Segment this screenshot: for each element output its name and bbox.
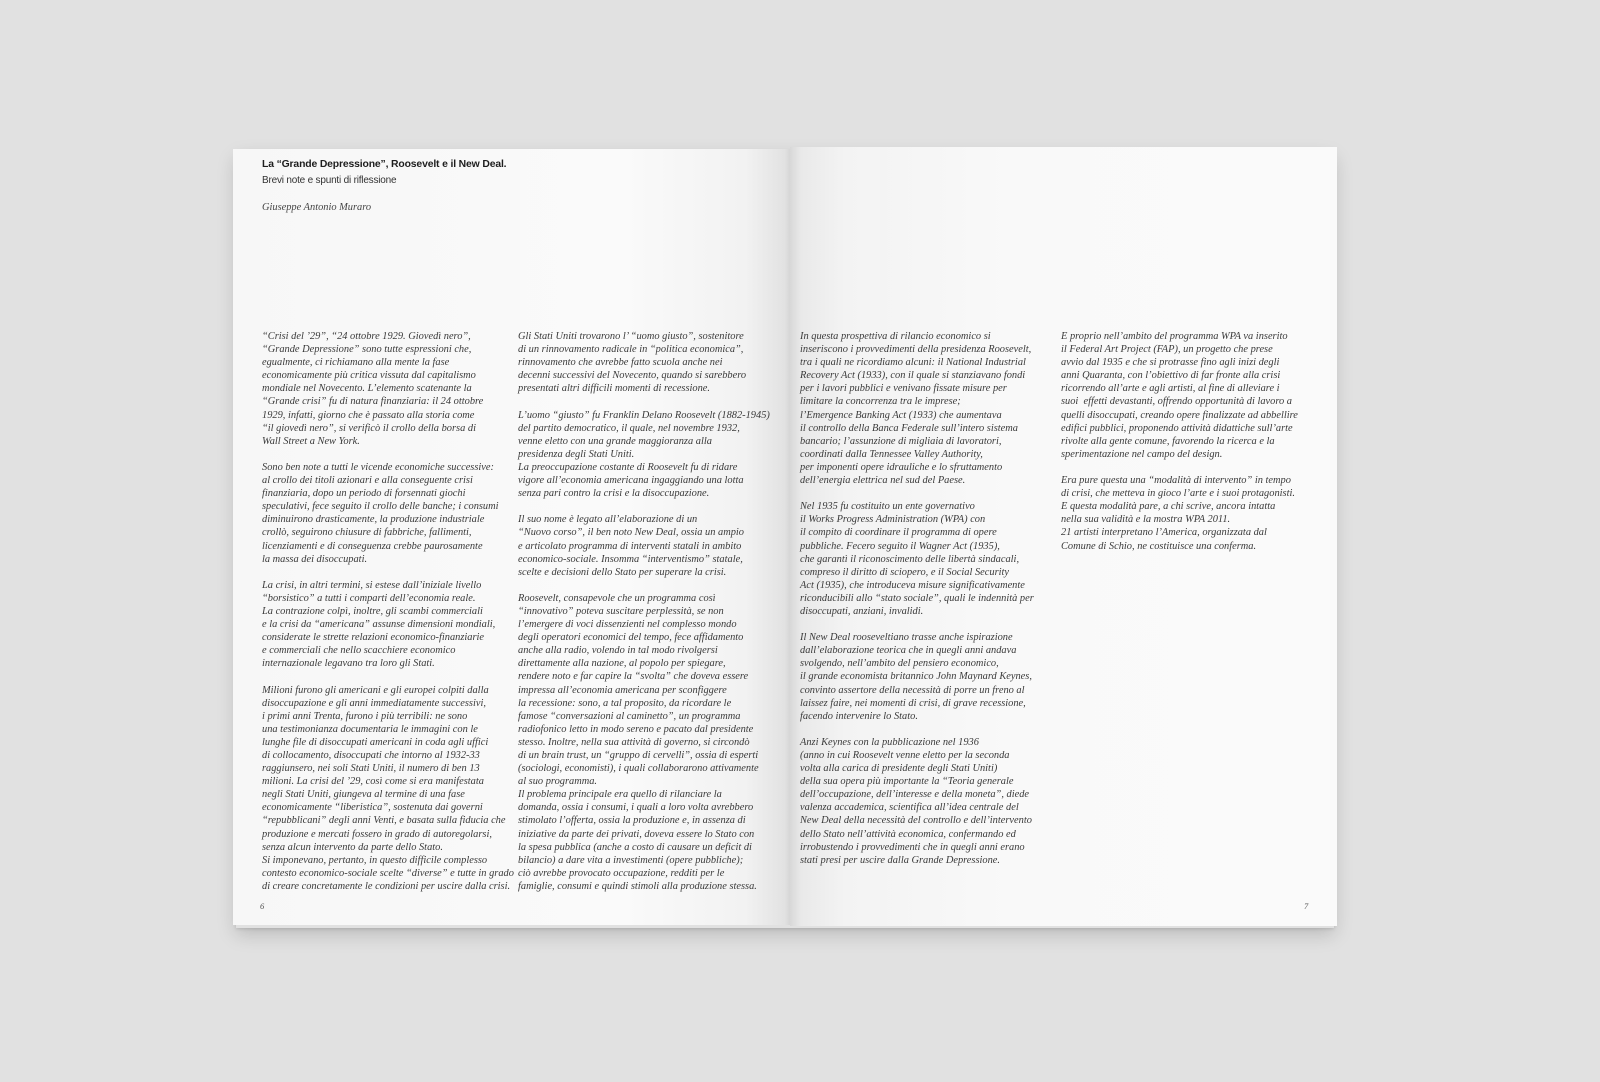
right-page bbox=[790, 147, 1337, 926]
paragraph: In questa prospettiva di rilancio economico si inseriscono i provvedimenti della presidenza Roosevelt, tra i quali ne ricordiamo alcuni: il National Industrial Recovery Act (1933), con il quale si stanziavano fondi per i lavori pubblici e venivano fissate misure per limitare la concorrenza tra le imprese; l’Emergence Banking Act (1933) che aumentava il controllo della Banca Federale sull’intero sistema bancario; l’assunzione di migliaia di lavoratori, coordinati dalla Tennessee Valley Authority, per imponenti opere idrauliche e lo sfruttamento dell’energia elettrica nel sud del Paese. bbox=[800, 331, 1032, 487]
article-subtitle: Brevi note e spunti di riflessione bbox=[262, 175, 397, 186]
paragraph: Anzi Keynes con la pubblicazione nel 1936 (anno in cui Roosevelt venne eletto per la seconda volta alla carica di presidente degli Stati Uniti) della sua opera più importante la “Teoria generale dell’occupazione, dell’interesse e della moneta”, diede valenza accademica, scientifica all’idea centrale del New Deal della necessità del controllo e dell’intervento dello Stato nell’attività economica, confermando ed irrobustendo i provvedimenti che in quegli anni erano stati presi per uscire dalla Grande Depressione. bbox=[800, 736, 1032, 866]
paragraph: Era pure questa una “modalità di intervento” in tempo di crisi, che metteva in gioco l’arte e i suoi protagonisti. E questa modalità pare, a chi scrive, ancora intatta nella sua validità e la mostra WPA 2011. 21 artisti interpretano l’America, organizzata dal Comune di Schio, ne costituisce una conferma. bbox=[1061, 475, 1295, 552]
paragraph: La crisi, in altri termini, si estese dall’iniziale livello “borsistico” a tutti i comparti dell’economia reale. La contrazione colpì, inoltre, gli scambi commerciali e la crisi da “americana” assunse dimensioni mondiali, considerate le strette relazioni economico-finanziarie e commerciali che nello scacchiere economico internazionale legavano tra loro gli Stati. bbox=[262, 579, 496, 670]
article-title: La “Grande Depressione”, Roosevelt e il New Deal. bbox=[262, 159, 507, 170]
paragraph: Il suo nome è legato all’elaborazione di un “Nuovo corso”, il ben noto New Deal, ossia un ampio e articolato programma di interventi statali in ambito economico-sociale. Insomma “interventismo” statale, scelte e decisioni dello Stato per superare la crisi. bbox=[518, 514, 745, 578]
paragraph: Gli Stati Uniti trovarono l’ “uomo giusto”, sostenitore di un rinnovamento radicale in “politica economica”, rinnovamento che avrebbe fatto scuola anche nei decenni successivi del Novecento, quando si sarebbero presentati altri difficili momenti di recessione. bbox=[518, 331, 747, 395]
paragraph: Milioni furono gli americani e gli europei colpiti dalla disoccupazione e gli anni immediatamente successivi, i primi anni Trenta, furono i più terribili: ne sono una testimonianza documentaria le immagini con le lunghe file di disoccupati americani in coda agli uffici di collocamento, disoccupati che intorno al 1932-33 raggiunsero, nei soli Stati Uniti, il numero di ben 13 milioni. La crisi del ’29, così come si era manifestata negli Stati Uniti, giungeva al termine di una fase economicamente “liberistica”, sostenuta dai governi “repubblicani” degli anni Venti, e basata sulla fiducia che produzione e mercati fossero in grado di autoregolarsi, senza alcun intervento da parte dello Stato. Si imponevano, pertanto, in questo difficile complesso contesto economico-sociale scelte “diverse” e tutte in grado di creare concretamente le condizioni per uscire dalla crisi. bbox=[262, 684, 514, 892]
paragraph: “Crisi del ’29”, “24 ottobre 1929. Giovedì nero”, “Grande Depressione” sono tutte espressioni che, egualmente, ci richiamano alla mente la fase economicamente più critica vissuta dal capitalismo mondiale nel Novecento. L’elemento scatenante la “Grande crisi” fu di natura finanziaria: il 24 ottobre 1929, infatti, giorno che è passato alla storia come “il giovedì nero”, si verificò il crollo della borsa di Wall Street a New York. bbox=[262, 331, 484, 447]
paragraph: Il New Deal rooseveltiano trasse anche ispirazione dall’elaborazione teorica che in quegli anni andava svolgendo, nell’ambito del pensiero economico, il grande economista britannico John Maynard Keynes, convinto assertore della necessità di porre un freno al laissez faire, nei momenti di crisi, di grave recessione, facendo intervenire lo Stato. bbox=[800, 632, 1032, 722]
text-column-3 bbox=[800, 330, 1062, 880]
paragraph: Sono ben note a tutti le vicende economiche successive: al crollo dei titoli azionari e alla conseguente crisi finanziaria, dopo un periodo di forsennati giochi speculativi, fece seguito il crollo delle banche; i consumi diminuirono drasticamente, la produzione industriale crollò, seguirono chiusure di fabbriche, fallimenti, licenziamenti e di conseguenza crebbe paurosamente la massa dei disoccupati. bbox=[262, 461, 499, 565]
paragraph: Nel 1935 fu costituito un ente governativo il Works Progress Administration (WPA) con il compito di coordinare il programma di opere pubbliche. Fecero seguito il Wagner Act (1935), che garantì il riconoscimento delle libertà sindacali, compreso il diritto di sciopero, e il Social Security Act (1935), che introduceva misure significativamente riconducibili allo “stato sociale”, quali le indennità per disoccupati, anziani, invalidi. bbox=[800, 501, 1034, 617]
text-column-1 bbox=[262, 330, 524, 906]
left-page bbox=[233, 149, 790, 925]
paragraph: L’uomo “giusto” fu Franklin Delano Roosevelt (1882-1945) del partito democratico, il quale, nel novembre 1932, venne eletto con una grande maggioranza alla presidenza degli Stati Uniti. La preoccupazione costante di Roosevelt fu di ridare vigore all’economia americana ingaggiando una lotta senza pari contro la crisi e la disoccupazione. bbox=[518, 409, 770, 500]
paragraph: Roosevelt, consapevole che un programma così “innovativo” poteva suscitare perplessità, se non l’emergere di voci dissenzienti nel complesso mondo degli operatori economici del tempo, fece affidamento anche alla radio, volendo in tal modo rivolgersi direttamente alla nazione, al popolo per spiegare, rendere noto e far capire la “svolta” che doveva essere impressa all’economia americana per sconfiggere la recessione: sono, a tal proposito, da ricordare le famose “conversazioni al caminetto”, un programma radiofonico letto in modo sereno e pacato dal presidente stesso. Inoltre, nella sua attività di governo, si circondò di un brain trust, un “gruppo di cervelli”, ossia di esperti (sociologi, economisti), i quali collaborarono attivamente al suo programma. Il problema principale era quello di rilanciare la domanda, ossia i consumi, i quali a loro volta avrebbero stimolato l’offerta, ossia la produzione e, in assenza di iniziative da parte dei privati, doveva essere lo Stato con la spesa pubblica (anche a costo di causare un deficit di bilancio) a dare vita a investimenti (opere pubbliche); ciò avrebbe provocato occupazione, redditi per le famiglie, consumi e quindi stimoli alla produzione stessa. bbox=[518, 592, 759, 892]
text-column-2 bbox=[518, 330, 780, 906]
page-number-right: 7 bbox=[1304, 901, 1309, 911]
author-name: Giuseppe Antonio Muraro bbox=[262, 202, 372, 213]
page-number-left: 6 bbox=[260, 901, 265, 911]
text-column-4 bbox=[1061, 330, 1323, 566]
paragraph: E proprio nell’ambito del programma WPA va inserito il Federal Art Project (FAP), un progetto che prese avvio dal 1935 e che si protrasse fino agli inizi degli anni Quaranta, con l’obiettivo di far fronte alla crisi ricorrendo all’arte e agli artisti, al fine di alleviare i suoi effetti devastanti, offrendo opportunità di lavoro a quelli disoccupati, creando opere finalizzate ad abbellire edifici pubblici, proponendo attività didattiche sull’arte rivolte alla gente comune, favorendo la ricerca e la sperimentazione nel campo del design. bbox=[1061, 331, 1298, 460]
